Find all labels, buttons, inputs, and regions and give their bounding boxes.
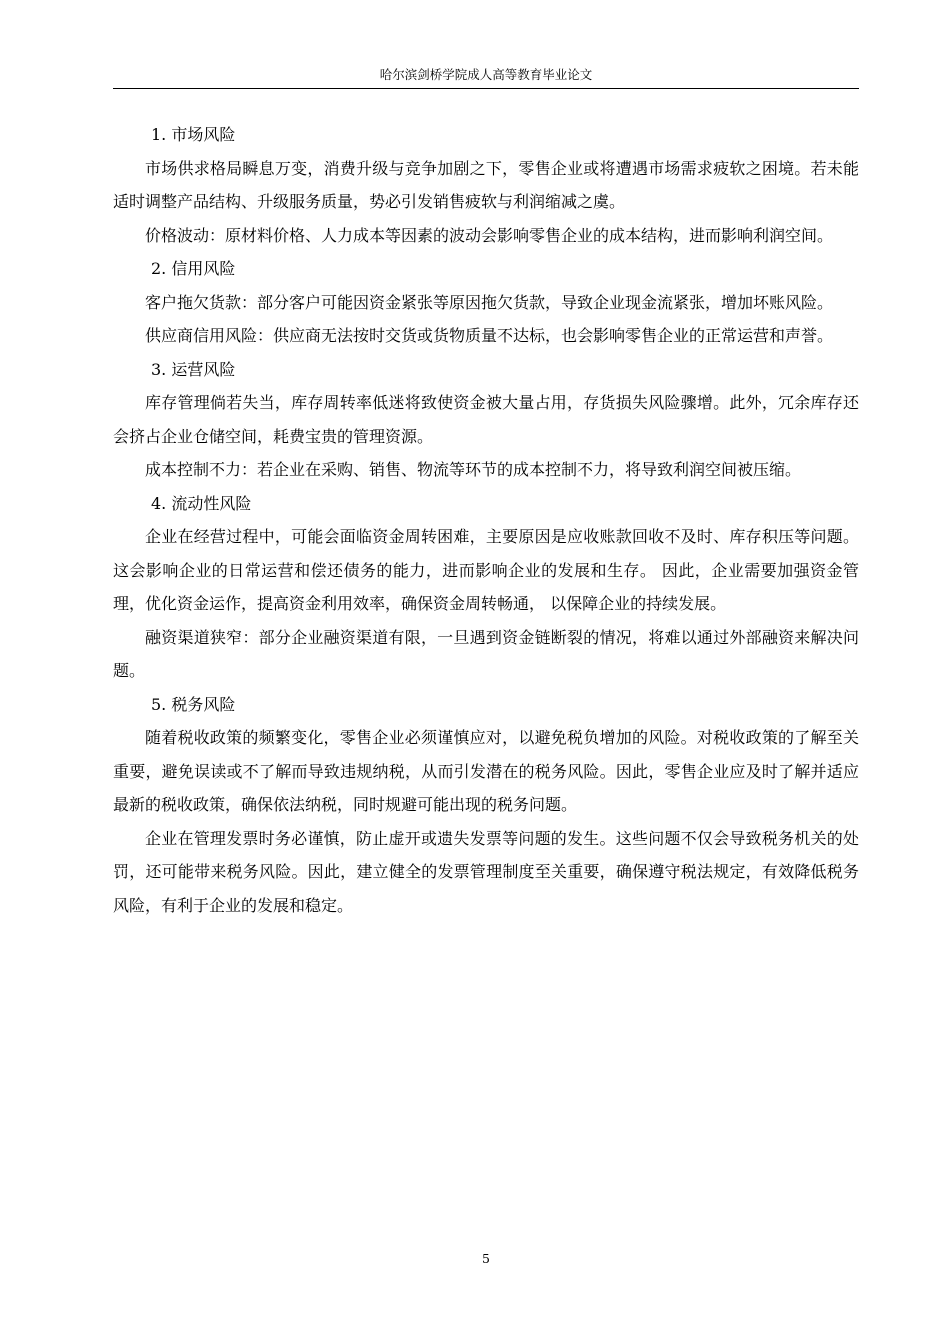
section-heading-tax-risk: 5. 税务风险 — [151, 694, 236, 714]
document-body — [113, 118, 859, 922]
paragraph: 融资渠道狭窄：部分企业融资渠道有限，一旦遇到资金链断裂的情况，将难以通过外部融资来解决问题。 — [113, 627, 859, 680]
paragraph: 成本控制不力：若企业在采购、销售、物流等环节的成本控制不力，将导致利润空间被压缩。 — [145, 460, 802, 479]
page-number: 5 — [482, 1251, 490, 1266]
paragraph: 企业在经营过程中，可能会面临资金周转困难，主要原因是应收账款回收不及时、库存积压等问题。这会影响企业的日常运营和偿还债务的能力，进而影响企业的发展和生存。 因此，企业需要加强资金管理，优化资金运作，提高资金利用效率，确保资金周转畅通， 以保障企业的持续发展。 — [113, 527, 859, 613]
paragraph: 随着税收政策的频繁变化，零售企业必须谨慎应对，以避免税负增加的风险。对税收政策的了解至关重要，避免误读或不了解而导致违规纳税，从而引发潜在的税务风险。因此，零售企业应及时了解并适应最新的税收政策，确保依法纳税，同时规避可能出现的税务问题。 — [113, 728, 859, 814]
section-heading-liquidity-risk: 4. 流动性风险 — [151, 493, 252, 513]
paragraph: 供应商信用风险：供应商无法按时交货或货物质量不达标，也会影响零售企业的正常运营和声誉。 — [145, 326, 834, 345]
section-heading-operational-risk: 3. 运营风险 — [151, 359, 236, 379]
page-header — [113, 66, 859, 89]
paragraph: 客户拖欠货款：部分客户可能因资金紧张等原因拖欠货款，导致企业现金流紧张，增加坏账风险。 — [145, 292, 834, 312]
section-heading-credit-risk: 2. 信用风险 — [151, 259, 236, 278]
section-heading-market-risk: 1. 市场风险 — [151, 125, 236, 144]
paragraph: 市场供求格局瞬息万变，消费升级与竞争加剧之下，零售企业或将遭遇市场需求疲软之困境。若未能适时调整产品结构、升级服务质量，势必引发销售疲软与利润缩减之虞。 — [113, 158, 859, 211]
page-footer — [113, 1250, 859, 1268]
paragraph: 价格波动：原材料价格、人力成本等因素的波动会影响零售企业的成本结构，进而影响利润空间。 — [145, 225, 834, 245]
paragraph: 企业在管理发票时务必谨慎，防止虚开或遗失发票等问题的发生。这些问题不仅会导致税务机关的处罚，还可能带来税务风险。因此，建立健全的发票管理制度至关重要，确保遵守税法规定，有效降低税务风险，有利于企业的发展和稳定。 — [113, 828, 859, 915]
paragraph: 库存管理倘若失当，库存周转率低迷将致使资金被大量占用，存货损失风险骤增。此外，冗余库存还会挤占企业仓储空间，耗费宝贵的管理资源。 — [113, 393, 859, 446]
header-title: 哈尔滨剑桥学院成人高等教育毕业论文 — [379, 67, 593, 82]
